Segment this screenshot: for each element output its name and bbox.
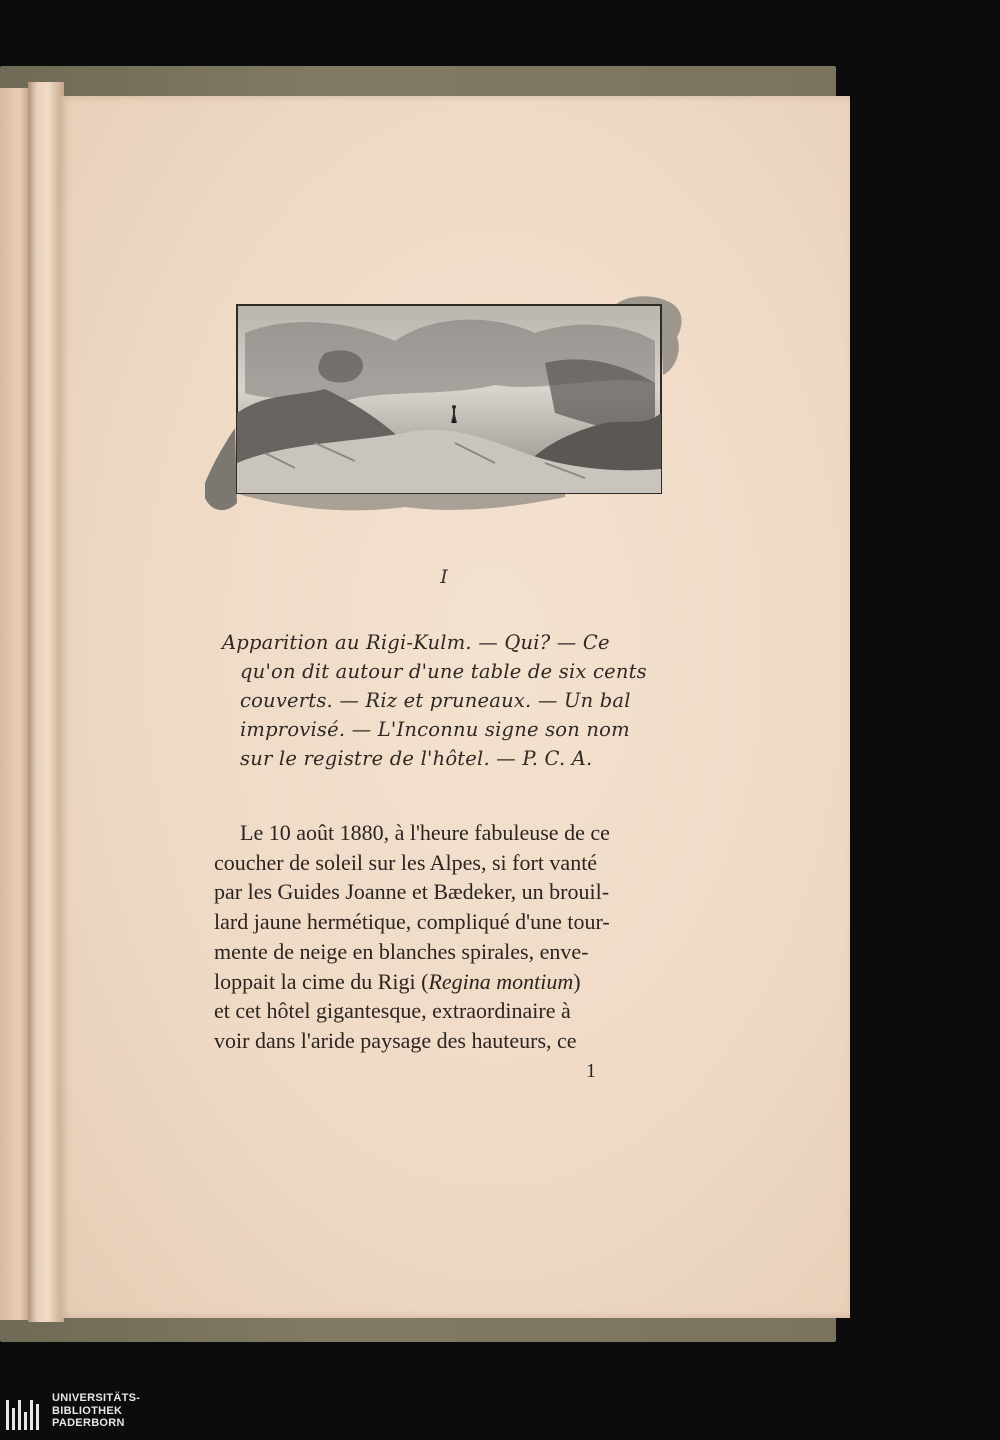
body-line: lard jaune hermétique, compliqué d'une tour- [214, 909, 610, 935]
body-line: et cet hôtel gigantesque, extraordinaire à [214, 998, 571, 1024]
body-line: Le 10 août 1880, à l'heure fabuleuse de ce [240, 820, 610, 845]
body-line-part: loppait la cime du Rigi ( [214, 968, 429, 994]
body-line [214, 967, 662, 997]
body-line: coucher de soleil sur les Alpes, si fort vanté [214, 849, 598, 875]
summary-line: Apparition au Rigi-Kulm. — Qui? — Ce [222, 631, 610, 654]
footer-bar [0, 1390, 1000, 1440]
body-line: mente de neige en blanches spirales, enve- [214, 938, 589, 964]
logo-line: UNIVERSITÄTS- [52, 1392, 141, 1404]
body-line-part: ) [573, 968, 581, 994]
page-number: 1 [586, 1060, 596, 1082]
library-logo-text [52, 1392, 140, 1430]
logo-line: PADERBORN [52, 1417, 125, 1429]
body-line: par les Guides Joanne et Bædeker, un brouil- [214, 879, 610, 905]
book-gutter [28, 82, 64, 1322]
body-line: voir dans l'aride paysage des hauteurs, ce [214, 1027, 577, 1053]
summary-line: qu'on dit autour d'une table de six cents [240, 660, 647, 683]
logo-line: BIBLIOTHEK [52, 1404, 123, 1417]
summary-line: couverts. — Riz et pruneaux. — Un bal [240, 689, 631, 712]
summary-line: sur le registre de l'hôtel. — P. C. A. [240, 747, 593, 770]
body-paragraph [214, 818, 662, 1056]
summary-line: improvisé. — L'Inconnu signe son nom [240, 718, 630, 741]
library-logo-icon [6, 1400, 42, 1430]
left-page-edge [0, 88, 28, 1320]
mountain-vignette-illustration [205, 293, 685, 515]
chapter-number: I [440, 566, 448, 588]
chapter-summary [222, 628, 658, 773]
italic-phrase: Regina montium [428, 968, 574, 994]
